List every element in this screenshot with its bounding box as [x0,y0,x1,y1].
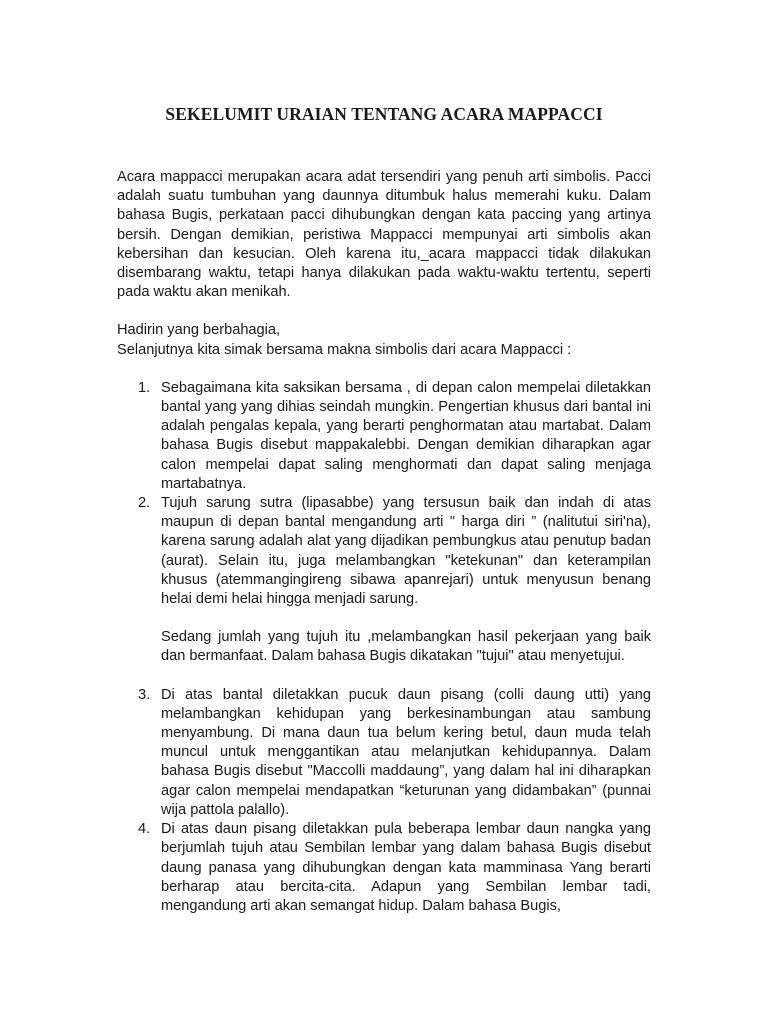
spacer [117,302,651,321]
list-number: 3. [138,686,151,703]
list-item [117,379,651,494]
spacer [117,360,651,379]
list-item-text: Di atas daun pisang diletakkan pula beberapa lembar daun nangka yang berjumlah tujuh atau Sembilan lembar yang dalam bahasa Bugis disebut daung panasa yang dihubungkan dengan kata mamminasa Yang berarti berharap atau bercita-cita. Adapun yang Sembilan lembar tadi, mengandung arti akan semangat hidup. Dalam bahasa Bugis, [161,821,651,914]
symbol-list-continued [117,686,651,916]
document-title: SEKELUMIT URAIAN TENTANG ACARA MAPPACCI [165,104,603,124]
list-item [117,686,651,820]
intro-paragraph: Acara mappacci merupakan acara adat tersendiri yang penuh arti simbolis. Pacci adalah suatu tumbuhan yang daunnya ditumbuk halus memerahi kuku. Dalam bahasa Bugis, perkataan pacci dihubungkan dengan kata paccing yang artinya bersih. Dengan demikian, peristiwa Mappacci mempunyai arti simbolis akan kebersihan dan kesucian. Oleh karena itu,_acara mappacci tidak dilakukan disembarang waktu, tetapi hanya dilakukan pada waktu-waktu tertentu, seperti pada waktu akan menikah. [117,169,651,301]
lead-line: Selanjutnya kita simak bersama makna simbolis dari acara Mappacci : [117,341,572,358]
list-item [117,494,651,609]
list-number: 4. [138,821,151,838]
spacer [117,609,651,628]
document-body [117,168,651,916]
item-note-paragraph: Sedang jumlah yang tujuh itu ,melambangkan hasil pekerjaan yang baik dan bermanfaat. Dalam bahasa Bugis dikatakan "tujui" atau menyetujui. [161,629,651,665]
list-item-text: Sebagaimana kita saksikan bersama , di depan calon mempelai diletakkan bantal yang yang dihias seindah mungkin. Pengertian khusus dari bantal ini adalah pengalas kepala, yang berarti penghormatan atau martabat. Dalam bahasa Bugis disebut mappakalebbi. Dengan demikian diharapkan agar calon mempelai dapat saling menghormati dan dapat saling menjaga martabatnya. [161,379,651,492]
spacer [117,667,651,686]
list-number: 2. [138,495,151,512]
list-number: 1. [138,379,151,396]
greeting-line: Hadirin yang berbahagia, [117,322,281,339]
symbol-list [117,379,651,609]
list-item-text: Tujuh sarung sutra (lipasabbe) yang tersusun baik dan indah di atas maupun di depan bantal mengandung arti " harga diri ” (nalitutui siri'na), karena sarung adalah alat yang dijadikan pembungkus atau penutup badan (aurat). Selain itu, juga melambangkan "ketekunan" dan keterampilan khusus (atemmangingireng sibawa apanrejari) untuk menyusun benang helai demi helai hingga menjadi sarung. [161,495,651,608]
list-item-text: Di atas bantal diletakkan pucuk daun pisang (colli daung utti) yang melambangkan kehidupan yang berkesinambungan atau sambung menyambung. Di mana daun tua belum kering betul, daun muda telah muncul untuk menggantikan atau melanjutkan kehidupannya. Dalam bahasa Bugis disebut "Maccolli maddaung”, yang dalam hal ini diharapkan agar calon mempelai mendapatkan “keturunan yang didambakan” (punnai wija pattola palallo). [161,686,651,818]
list-item [117,820,651,916]
